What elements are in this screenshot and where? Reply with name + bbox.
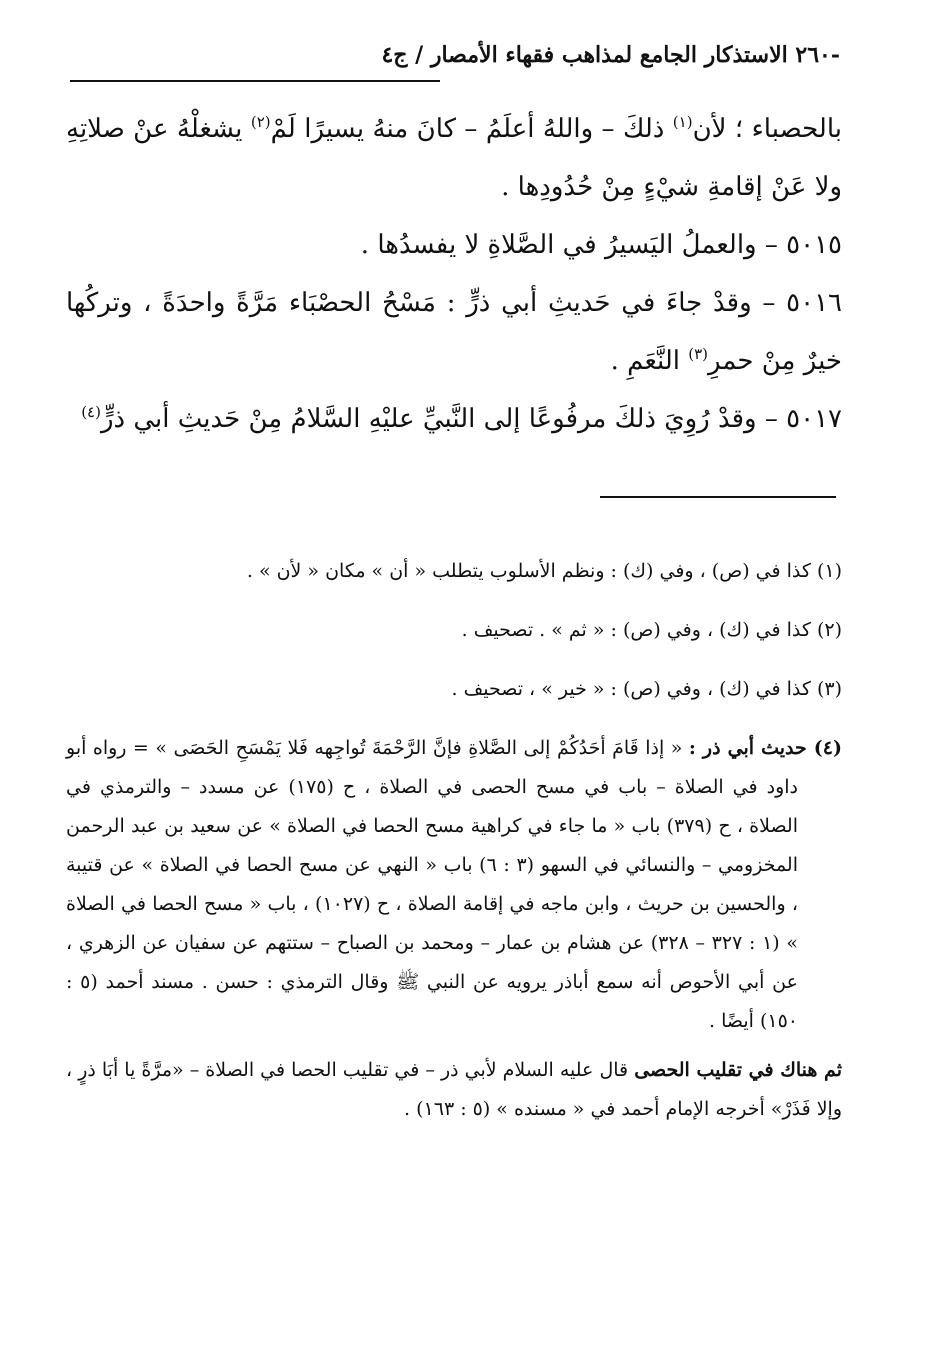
footnotes-section <box>66 552 842 1129</box>
numbered-paragraph <box>66 216 842 274</box>
numbered-paragraph <box>66 390 842 448</box>
footnote-ref[interactable]: (١) <box>672 113 693 131</box>
paragraph-text: النَّعَمِ . <box>610 346 689 376</box>
paragraph-text: بالحصباء ؛ لأن <box>692 114 842 144</box>
numbered-paragraph <box>66 274 842 390</box>
footnote-3: (٣) كذا في (ك) ، وفي (ص) : « خير » ، تصحيف . <box>451 678 842 700</box>
paragraph-number: ٥٠١٦ <box>786 288 842 318</box>
footnote-4-text: « إذا قَامَ أحَدُكُمْ إلى الصَّلاةِ فإنَّ الرَّحْمَةَ تُواجِهه فَلا يَمْسَحِ الحَصَى » = رواه أبو داود في الصلاة – باب في مسح الحصى في الصلاة ، ح (١٧٥) عن مسدد – والترمذي في الصلاة ، ح (٣٧٩) باب « ما جاء في كراهية مسح الحصا في الصلاة » عن سعيد بن عبد الرحمن المخزومي – والنسائي في السهو (٣ : ٦) باب « النهي عن مسح الحصا في الصلاة » عن قتيبة ، والحسين بن حريث ، وابن ماجه في إقامة الصلاة ، ح (١٠٢٧) ، باب « مسح الحصا في الصلاة » (١ : ٣٢٧ – ٣٢٨) عن هشام بن عمار – ومحمد بن الصباح – ستتهم عن سفيان عن الزهري ، عن أبي الأحوص أنه سمع أباذر يرويه عن النبي ﷺ وقال الترمذي : حسن . مسند أحمد (٥ : ١٥٠) أيضًا . <box>66 737 799 1032</box>
paragraph-text: يشغلْهُ عنْ صلاتِهِ ولا عَنْ إقامةِ شيْءٍ مِنْ حُدُودِها . <box>66 114 842 202</box>
footnote-1: (١) كذا في (ص) ، وفي (ك) : ونظم الأسلوب يتطلب « أن » مكان « لأن » . <box>246 560 842 582</box>
header-rule <box>70 80 440 82</box>
footnote-4-label: (٤) حديث أبي ذر : <box>688 737 842 759</box>
paragraph-number: ٥٠١٧ <box>786 404 842 434</box>
footnote-2: (٢) كذا في (ك) ، وفي (ص) : « ثم » . تصحيف . <box>461 619 842 641</box>
paragraph-number: ٥٠١٥ <box>786 230 842 260</box>
footnote-addendum <box>66 1051 842 1129</box>
running-header <box>70 42 840 78</box>
footnote-ref[interactable]: (٤) <box>81 403 101 421</box>
footnote-ref[interactable]: (٢) <box>250 113 271 131</box>
paragraph-text: – وقدْ جاءَ في حَديثِ أبي ذرٍّ : مَسْحُ الحصْبَاء مَرَّةً واحدَةً ، وتركُها خيرٌ مِنْ حمرِ <box>66 288 842 376</box>
footnote-4 <box>66 729 842 1041</box>
footnote-addendum-text: قال عليه السلام لأبي ذر – في تقليب الحصا في الصلاة – «مرَّةً يا أبَا ذرٍ ، وإلا فَذَرْ» أخرجه الإمام أحمد في « مسنده » (٥ : ١٦٣) . <box>66 1059 842 1120</box>
running-title: -٢٦٠ الاستذكار الجامع لمذاهب فقهاء الأمصار / ج٤ <box>381 42 840 68</box>
footnote-addendum-label: ثم هناك في تقليب الحصى <box>634 1059 842 1081</box>
main-text <box>66 100 842 448</box>
paragraph-text: – وقدْ رُوِيَ ذلكَ مرفُوعًا إلى النَّبيِّ عليْهِ السَّلامُ مِنْ حَديثِ أبي ذرٍّ <box>100 404 787 434</box>
paragraph-text: – والعملُ اليَسيرُ في الصَّلاةِ لا يفسدُها . <box>360 230 787 260</box>
paragraph-continuation <box>66 100 842 216</box>
footnote-ref[interactable]: (٣) <box>688 345 709 363</box>
footnote-separator <box>600 496 836 498</box>
paragraph-text: ذلكَ – واللهُ أعلَمُ – كانَ منهُ يسيرًا لَمْ <box>270 114 673 144</box>
